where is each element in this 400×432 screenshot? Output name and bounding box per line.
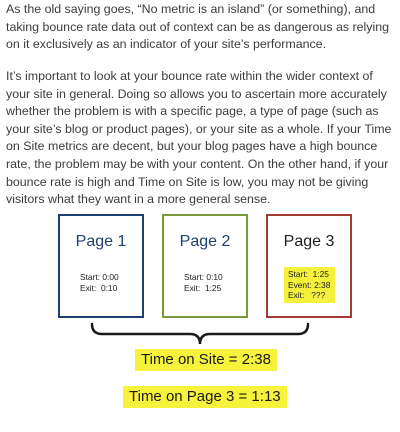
- time-on-site-label: Time on Site = 2:38: [135, 349, 277, 371]
- curly-brace-icon: [90, 322, 310, 346]
- page-1-exit: Exit: 0:10: [80, 282, 118, 293]
- page-3-stats: [284, 267, 335, 303]
- page-1-box: [58, 214, 144, 318]
- page-3-exit: Exit: ???: [288, 290, 326, 301]
- page-2-stats: [184, 272, 223, 293]
- page-2-start: Start: 0:10: [184, 272, 223, 282]
- context-paragraph: It’s important to look at your bounce rate within the wider context of your site in general. Doing so allows you to ascertain more accurately whether the problem is with a specific page, a type of page (such as your site’s blog or product pages), or your site as a whole. If your Time on Site metrics are decent, but your blog pages have a high bounce rate, the problem may be with your content. On the other hand, if your bounce rate is high and Time on Site is low, you may not be giving visitors what they want in a more general sense.: [6, 69, 392, 207]
- page-3-box: [266, 214, 352, 318]
- page-3-start: Start: 1:25: [288, 269, 329, 279]
- time-on-page-3-label: Time on Page 3 = 1:13: [123, 386, 287, 408]
- page-3-title: Page 3: [283, 233, 335, 250]
- page-2-title: Page 2: [179, 233, 231, 250]
- page-1-title: Page 1: [75, 233, 127, 250]
- page-3-event: Event: 2:38: [288, 279, 331, 290]
- page-1-start: Start: 0:00: [80, 272, 119, 282]
- page-2-box: [162, 214, 248, 318]
- page-1-stats: [80, 272, 119, 293]
- intro-paragraph: As the old saying goes, “No metric is an island” (or something), and taking bounce rate data out of context can be as dangerous as relying on it exclusively as an indicator of your site’s performance.: [6, 2, 389, 52]
- bounce-rate-figure: [0, 214, 400, 432]
- page-2-exit: Exit: 1:25: [184, 282, 222, 293]
